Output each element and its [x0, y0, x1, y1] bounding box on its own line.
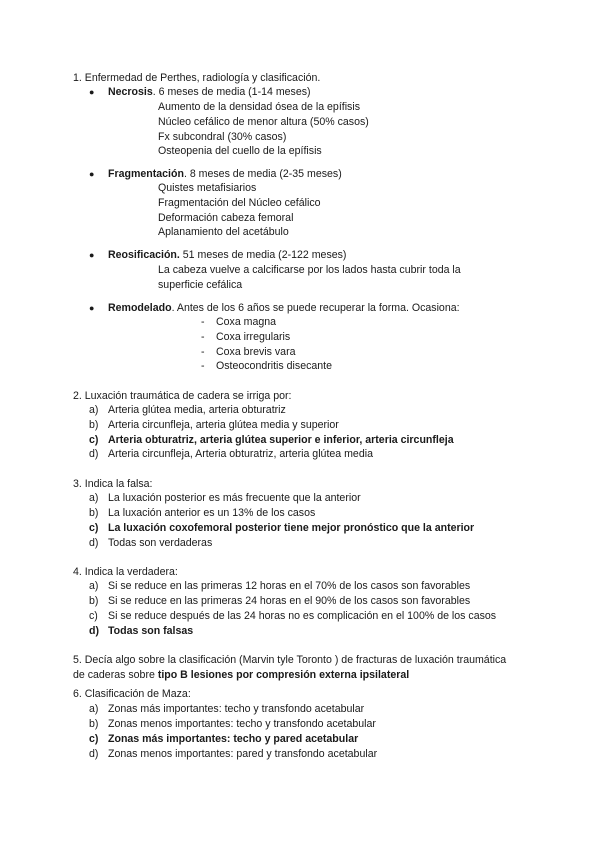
q6-title: 6. Clasificación de Maza:	[73, 688, 191, 700]
q2-title: 2. Luxación traumática de cadera se irriga por:	[73, 390, 292, 402]
necrosis-rest: . 6 meses de media (1-14 meses)	[152, 86, 311, 98]
q6-option-letter: d)	[89, 748, 99, 760]
bullet-icon: ●	[89, 250, 95, 260]
q2-option-letter: a)	[89, 404, 99, 416]
q5-line2-text: de caderas sobre	[73, 669, 158, 681]
remodelado-item: Osteocondritis disecante	[216, 360, 333, 372]
remodelado-dash: -	[201, 360, 205, 372]
q1-fragmentacion-heading	[108, 168, 342, 181]
q3-title: 3. Indica la falsa:	[73, 478, 153, 490]
bullet-icon: ●	[89, 303, 95, 313]
reosificacion-label: Reosificación.	[108, 249, 180, 261]
q2-option-letter: c)	[89, 434, 99, 446]
q3-option-text: Todas son verdaderas	[108, 537, 213, 549]
remodelado-rest: . Antes de los 6 años se puede recuperar la forma. Ocasiona:	[171, 302, 460, 314]
reosificacion-item: superficie cefálica	[158, 279, 243, 291]
q6-option-letter: b)	[89, 718, 99, 730]
q6-option-letter: a)	[89, 703, 99, 715]
q1-reosificacion-heading	[108, 249, 346, 262]
q4-title: 4. Indica la verdadera:	[73, 566, 178, 578]
necrosis-item: Núcleo cefálico de menor altura (50% casos)	[158, 116, 369, 128]
necrosis-item: Fx subcondral (30% casos)	[158, 131, 287, 143]
q1-title: 1. Enfermedad de Perthes, radiología y clasificación.	[73, 72, 321, 84]
bullet-icon: ●	[89, 169, 95, 179]
q3-option-text: La luxación posterior es más frecuente que la anterior	[108, 492, 361, 504]
fragmentacion-label: Fragmentación	[108, 168, 184, 180]
q2-option-letter: b)	[89, 419, 99, 431]
reosificacion-rest: 51 meses de media (2-122 meses)	[179, 249, 347, 261]
q1-remodelado-heading	[108, 302, 460, 315]
fragmentacion-rest: . 8 meses de media (2-35 meses)	[183, 168, 342, 180]
q4-option-text: Si se reduce después de las 24 horas no es complicación en el 100% de los casos	[108, 610, 497, 622]
q4-correct-option-text: Todas son falsas	[108, 625, 194, 637]
remodelado-dash: -	[201, 346, 205, 358]
q5-answer: tipo B lesiones por compresión externa ipsilateral	[157, 669, 410, 681]
necrosis-item: Osteopenia del cuello de la epífisis	[158, 145, 322, 157]
q4-option-letter: a)	[89, 580, 99, 592]
q5-line: 5. Decía algo sobre la clasificación (Marvin tyle Toronto ) de fracturas de luxación traumática	[73, 654, 507, 666]
q3-correct-option-text: La luxación coxofemoral posterior tiene mejor pronóstico que la anterior	[108, 522, 475, 534]
fragmentacion-item: Deformación cabeza femoral	[158, 212, 294, 224]
q2-correct-option-text: Arteria obturatriz, arteria glútea superior e inferior, arteria circunfleja	[108, 434, 454, 446]
q2-option-text: Arteria glútea media, arteria obturatriz	[108, 404, 286, 416]
remodelado-dash: -	[201, 331, 205, 343]
remodelado-item: Coxa magna	[216, 316, 277, 328]
q4-option-text: Si se reduce en las primeras 24 horas en el 90% de los casos son favorables	[108, 595, 471, 607]
fragmentacion-item: Quistes metafisiarios	[158, 182, 257, 194]
q2-option-letter: d)	[89, 448, 99, 460]
q1-necrosis-heading	[108, 86, 311, 99]
q4-option-letter: c)	[89, 610, 98, 622]
q2-option-text: Arteria circunfleja, Arteria obturatriz, arteria glútea media	[108, 448, 373, 460]
necrosis-item: Aumento de la densidad ósea de la epífisis	[158, 101, 361, 113]
fragmentacion-item: Fragmentación del Núcleo cefálico	[158, 197, 321, 209]
q6-option-text: Zonas menos importantes: pared y transfondo acetabular	[108, 748, 378, 760]
remodelado-item: Coxa irregularis	[216, 331, 291, 343]
fragmentacion-item: Aplanamiento del acetábulo	[158, 226, 289, 238]
q5-line-2	[73, 669, 409, 682]
q4-option-text: Si se reduce en las primeras 12 horas en el 70% de los casos son favorables	[108, 580, 471, 592]
q3-option-letter: d)	[89, 537, 99, 549]
q3-option-letter: b)	[89, 507, 99, 519]
q6-option-letter: c)	[89, 733, 99, 745]
remodelado-dash: -	[201, 316, 205, 328]
q2-option-text: Arteria circunfleja, arteria glútea media y superior	[108, 419, 339, 431]
reosificacion-item: La cabeza vuelve a calcificarse por los lados hasta cubrir toda la	[158, 264, 461, 276]
q3-option-letter: c)	[89, 522, 99, 534]
remodelado-item: Coxa brevis vara	[216, 346, 296, 358]
q6-option-text: Zonas más importantes: techo y transfondo acetabular	[108, 703, 365, 715]
q3-option-letter: a)	[89, 492, 99, 504]
necrosis-label: Necrosis	[108, 86, 153, 98]
remodelado-label: Remodelado	[108, 302, 172, 314]
q4-option-letter: d)	[89, 625, 99, 637]
q6-option-text: Zonas menos importantes: techo y transfondo acetabular	[108, 718, 376, 730]
q3-option-text: La luxación anterior es un 13% de los casos	[108, 507, 316, 519]
q6-correct-option-text: Zonas más importantes: techo y pared acetabular	[108, 733, 359, 745]
bullet-icon: ●	[89, 87, 95, 97]
q4-option-letter: b)	[89, 595, 99, 607]
